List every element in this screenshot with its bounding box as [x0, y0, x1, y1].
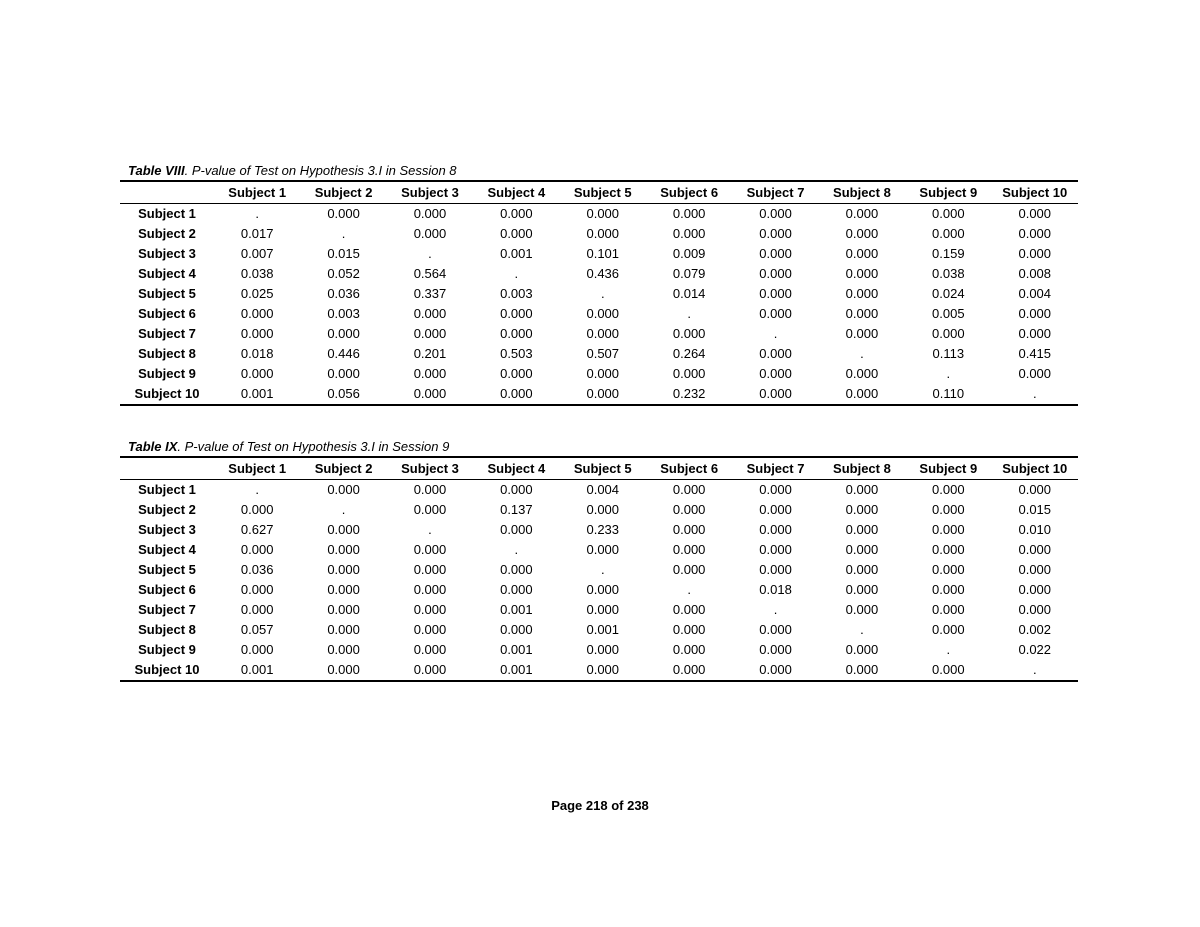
p-value-cell: 0.008	[1018, 266, 1052, 281]
p-value-cell: 0.000	[500, 206, 533, 221]
column-header: Subject 1	[214, 457, 300, 480]
p-value-cell: 0.001	[500, 642, 533, 657]
table-row	[120, 520, 1078, 540]
p-value-cell: 0.000	[845, 206, 879, 221]
row-header: Subject 9	[138, 642, 196, 657]
p-value-cell: 0.000	[413, 582, 447, 597]
p-value-cell: 0.000	[1018, 602, 1052, 617]
p-value-cell: 0.000	[845, 366, 879, 381]
p-value-table	[120, 180, 1078, 406]
column-header: Subject 3	[387, 457, 473, 480]
p-value-cell: 0.000	[327, 662, 360, 677]
p-value-cell: 0.000	[672, 226, 706, 241]
row-header: Subject 3	[138, 522, 196, 537]
p-value-cell: 0.000	[672, 482, 706, 497]
p-value-cell: 0.001	[500, 662, 533, 677]
p-value-cell: 0.000	[240, 602, 274, 617]
table-row	[120, 344, 1078, 364]
p-value-cell: .	[1032, 662, 1037, 677]
p-value-cell: 0.000	[413, 226, 447, 241]
p-value-cell: 0.001	[500, 602, 533, 617]
p-value-cell: 0.137	[500, 502, 533, 517]
p-value-cell: 0.000	[932, 522, 965, 537]
column-header: Subject 6	[646, 457, 732, 480]
p-value-cell: 0.233	[586, 522, 620, 537]
column-header: Subject 10	[992, 181, 1078, 204]
p-value-cell: 0.507	[586, 346, 620, 361]
p-value-cell: .	[514, 266, 519, 281]
p-value-cell: 0.022	[1018, 642, 1052, 657]
table-row	[120, 264, 1078, 284]
p-value-cell: 0.000	[586, 502, 620, 517]
table-row	[120, 284, 1078, 304]
p-value-cell: 0.000	[672, 642, 706, 657]
p-value-cell: 0.000	[500, 226, 533, 241]
p-value-cell: 0.000	[500, 366, 533, 381]
p-value-cell: .	[255, 206, 259, 221]
p-value-cell: 0.001	[500, 246, 533, 261]
row-header: Subject 1	[138, 206, 196, 221]
p-value-cell: 0.000	[500, 522, 533, 537]
p-value-cell: 0.000	[759, 562, 792, 577]
p-value-cell: 0.000	[1018, 482, 1052, 497]
p-value-cell: 0.000	[1018, 582, 1052, 597]
column-header: Subject 9	[905, 181, 991, 204]
p-value-cell: 0.000	[327, 206, 360, 221]
table-row	[120, 660, 1078, 681]
row-header: Subject 8	[138, 346, 196, 361]
table-row	[120, 620, 1078, 640]
table-row	[120, 640, 1078, 660]
p-value-cell: 0.000	[327, 642, 360, 657]
p-value-cell: 0.000	[845, 326, 879, 341]
p-value-cell: 0.000	[932, 562, 965, 577]
p-value-cell: 0.000	[932, 226, 965, 241]
column-header: Subject 2	[300, 181, 386, 204]
p-value-cell: .	[860, 346, 864, 361]
p-value-cell: 0.005	[932, 306, 965, 321]
p-value-cell: 0.000	[500, 482, 533, 497]
p-value-cell: 0.000	[413, 662, 447, 677]
p-value-cell: 0.564	[413, 266, 447, 281]
table-row	[120, 580, 1078, 600]
p-value-cell: 0.018	[759, 582, 792, 597]
p-value-cell: 0.000	[845, 482, 879, 497]
p-value-cell: 0.000	[500, 562, 533, 577]
p-value-cell: 0.000	[672, 662, 706, 677]
p-value-cell: 0.000	[413, 326, 447, 341]
p-value-cell: 0.000	[932, 542, 965, 557]
p-value-cell: 0.000	[845, 582, 879, 597]
p-value-cell: 0.000	[672, 502, 706, 517]
row-header: Subject 3	[138, 246, 196, 261]
p-value-cell: 0.000	[759, 206, 792, 221]
p-value-cell: 0.000	[413, 386, 447, 401]
p-value-cell: 0.010	[1018, 522, 1052, 537]
p-value-cell: 0.000	[845, 562, 879, 577]
table-caption-label: Table IX	[128, 439, 178, 454]
table-row	[120, 384, 1078, 405]
p-value-cell: 0.018	[240, 346, 274, 361]
p-value-cell: 0.000	[327, 582, 360, 597]
p-value-cell: 0.000	[932, 502, 965, 517]
table-header-row	[120, 457, 1078, 480]
p-value-cell: 0.000	[759, 386, 792, 401]
table-caption-text: . P-value of Test on Hypothesis 3.I in Session 9	[177, 439, 450, 454]
p-value-cell: 0.000	[759, 482, 792, 497]
p-value-cell: 0.113	[932, 346, 965, 361]
row-header: Subject 2	[138, 226, 196, 241]
p-value-cell: 0.000	[240, 542, 274, 557]
row-header: Subject 9	[138, 366, 196, 381]
p-value-cell: 0.000	[932, 482, 965, 497]
p-value-cell: 0.000	[240, 306, 274, 321]
p-value-cell: 0.000	[413, 642, 447, 657]
p-value-cell: 0.000	[413, 502, 447, 517]
column-header: Subject 8	[819, 457, 905, 480]
column-header: Subject 3	[387, 181, 473, 204]
p-value-cell: .	[946, 642, 951, 657]
p-value-cell: 0.004	[586, 482, 620, 497]
p-value-cell: 0.436	[586, 266, 620, 281]
p-value-cell: 0.000	[845, 542, 879, 557]
p-value-cell: 0.014	[672, 286, 706, 301]
p-value-cell: 0.000	[327, 542, 360, 557]
p-value-cell: 0.036	[240, 562, 274, 577]
p-value-cell: 0.000	[586, 542, 620, 557]
p-value-cell: 0.000	[759, 306, 792, 321]
column-header: Subject 10	[992, 457, 1078, 480]
p-value-cell: 0.000	[759, 346, 792, 361]
p-value-cell: .	[428, 522, 432, 537]
row-header: Subject 4	[138, 542, 196, 557]
p-value-cell: 0.000	[500, 326, 533, 341]
column-header: Subject 8	[819, 181, 905, 204]
corner-cell	[120, 457, 214, 480]
p-value-cell: 0.000	[327, 622, 360, 637]
p-value-cell: 0.000	[500, 386, 533, 401]
p-value-cell: 0.000	[672, 562, 706, 577]
p-value-cell: .	[773, 326, 778, 341]
p-value-cell: 0.415	[1018, 346, 1052, 361]
table-caption	[120, 162, 1078, 180]
p-value-cell: .	[946, 366, 951, 381]
p-value-cell: 0.000	[845, 502, 879, 517]
p-value-cell: 0.101	[586, 246, 620, 261]
p-value-cell: 0.000	[500, 622, 533, 637]
p-value-cell: 0.000	[845, 522, 879, 537]
p-value-cell: 0.000	[327, 482, 360, 497]
p-value-cell: 0.000	[586, 602, 620, 617]
p-value-cell: 0.000	[413, 366, 447, 381]
p-value-cell: 0.001	[586, 622, 620, 637]
table-caption	[120, 438, 1078, 456]
p-value-cell: 0.000	[932, 582, 965, 597]
table-row	[120, 224, 1078, 244]
p-value-cell: 0.015	[327, 246, 360, 261]
p-value-cell: 0.000	[932, 622, 965, 637]
row-header: Subject 5	[138, 562, 196, 577]
p-value-cell: .	[687, 306, 691, 321]
p-value-cell: 0.000	[845, 662, 879, 677]
p-value-cell: 0.000	[672, 206, 706, 221]
p-value-cell: 0.000	[759, 642, 792, 657]
p-value-cell: 0.000	[586, 206, 620, 221]
p-value-cell: 0.000	[413, 306, 447, 321]
p-value-cell: 0.052	[327, 266, 360, 281]
p-value-cell: 0.000	[759, 542, 792, 557]
p-value-cell: 0.000	[586, 642, 620, 657]
p-value-cell: 0.000	[240, 326, 274, 341]
p-value-cell: 0.000	[932, 662, 965, 677]
p-value-cell: 0.003	[500, 286, 533, 301]
p-value-cell: .	[860, 622, 864, 637]
table-row	[120, 304, 1078, 324]
p-value-cell: 0.025	[240, 286, 274, 301]
p-value-cell: 0.264	[672, 346, 706, 361]
p-value-cell: 0.000	[1018, 326, 1052, 341]
p-value-cell: 0.000	[1018, 226, 1052, 241]
column-header: Subject 5	[560, 457, 646, 480]
p-value-cell: 0.017	[240, 226, 274, 241]
p-value-cell: 0.009	[672, 246, 706, 261]
p-value-cell: .	[600, 286, 605, 301]
p-value-cell: 0.000	[759, 266, 792, 281]
table-row	[120, 324, 1078, 344]
p-value-cell: 0.446	[327, 346, 360, 361]
table-row	[120, 364, 1078, 384]
p-value-cell: 0.000	[1018, 542, 1052, 557]
p-value-cell: .	[341, 502, 346, 517]
table-row	[120, 560, 1078, 580]
table-row	[120, 600, 1078, 620]
p-value-cell: 0.000	[240, 582, 274, 597]
p-value-cell: 0.000	[672, 622, 706, 637]
p-value-cell: 0.000	[240, 366, 274, 381]
p-value-cell: 0.000	[1018, 562, 1052, 577]
row-header: Subject 7	[138, 602, 196, 617]
column-header: Subject 4	[473, 457, 559, 480]
p-value-cell: 0.004	[1018, 286, 1052, 301]
p-value-cell: 0.232	[672, 386, 706, 401]
p-value-cell: 0.001	[240, 386, 274, 401]
p-value-cell: 0.038	[240, 266, 274, 281]
p-value-cell: 0.000	[240, 642, 274, 657]
p-value-cell: 0.001	[240, 662, 274, 677]
p-value-cell: 0.000	[500, 582, 533, 597]
p-value-cell: 0.000	[759, 286, 792, 301]
column-header: Subject 7	[732, 457, 818, 480]
p-value-cell: 0.038	[932, 266, 965, 281]
p-value-cell: .	[341, 226, 346, 241]
p-value-cell: 0.000	[586, 582, 620, 597]
p-value-cell: 0.000	[845, 246, 879, 261]
p-value-cell: 0.056	[327, 386, 360, 401]
p-value-cell: 0.079	[672, 266, 706, 281]
table-header-row	[120, 181, 1078, 204]
table-ix-block	[120, 438, 1078, 682]
p-value-cell: 0.057	[240, 622, 274, 637]
p-value-cell: 0.000	[672, 366, 706, 381]
p-value-cell: 0.000	[845, 266, 879, 281]
p-value-cell: 0.627	[240, 522, 274, 537]
column-header: Subject 1	[214, 181, 300, 204]
table-caption-text: . P-value of Test on Hypothesis 3.I in Session 8	[184, 163, 457, 178]
page-number: Page 218 of 238	[551, 798, 649, 813]
p-value-cell: 0.000	[845, 386, 879, 401]
p-value-cell: 0.024	[932, 286, 965, 301]
column-header: Subject 4	[473, 181, 559, 204]
p-value-table	[120, 456, 1078, 682]
p-value-cell: .	[773, 602, 778, 617]
p-value-cell: 0.000	[586, 386, 620, 401]
p-value-cell: 0.000	[413, 622, 447, 637]
p-value-cell: 0.000	[586, 662, 620, 677]
row-header: Subject 10	[134, 662, 200, 677]
p-value-cell: 0.000	[845, 642, 879, 657]
p-value-cell: 0.000	[327, 602, 360, 617]
p-value-cell: 0.000	[845, 286, 879, 301]
p-value-cell: 0.000	[240, 502, 274, 517]
row-header: Subject 8	[138, 622, 196, 637]
p-value-cell: .	[514, 542, 519, 557]
p-value-cell: 0.000	[759, 662, 792, 677]
p-value-cell: .	[687, 582, 691, 597]
p-value-cell: 0.002	[1018, 622, 1052, 637]
p-value-cell: 0.036	[327, 286, 360, 301]
table-viii-block	[120, 162, 1078, 406]
p-value-cell: .	[428, 246, 432, 261]
p-value-cell: 0.000	[672, 326, 706, 341]
p-value-cell: 0.000	[759, 622, 792, 637]
row-header: Subject 6	[138, 582, 196, 597]
p-value-cell: 0.000	[932, 326, 965, 341]
p-value-cell: 0.000	[327, 366, 360, 381]
p-value-cell: 0.000	[932, 602, 965, 617]
p-value-cell: 0.003	[327, 306, 360, 321]
table-caption-label: Table VIII	[128, 163, 185, 178]
row-header: Subject 7	[138, 326, 196, 341]
p-value-cell: 0.000	[759, 226, 792, 241]
p-value-cell: 0.015	[1018, 502, 1052, 517]
p-value-cell: 0.000	[586, 226, 620, 241]
p-value-cell: 0.337	[413, 286, 447, 301]
p-value-cell: 0.000	[413, 562, 447, 577]
row-header: Subject 4	[138, 266, 196, 281]
column-header: Subject 2	[300, 457, 386, 480]
p-value-cell: 0.000	[1018, 246, 1052, 261]
p-value-cell: 0.000	[672, 522, 706, 537]
p-value-cell: 0.000	[1018, 366, 1052, 381]
p-value-cell: 0.000	[413, 602, 447, 617]
p-value-cell: 0.000	[759, 246, 792, 261]
p-value-cell: 0.000	[845, 306, 879, 321]
p-value-cell: 0.159	[932, 246, 965, 261]
p-value-cell: 0.000	[672, 542, 706, 557]
p-value-cell: 0.000	[327, 562, 360, 577]
row-header: Subject 6	[138, 306, 196, 321]
row-header: Subject 10	[134, 386, 200, 401]
p-value-cell: 0.000	[1018, 306, 1052, 321]
p-value-cell: 0.000	[586, 306, 620, 321]
column-header: Subject 7	[732, 181, 818, 204]
row-header: Subject 1	[138, 482, 196, 497]
p-value-cell: 0.000	[327, 326, 360, 341]
table-row	[120, 540, 1078, 560]
p-value-cell: 0.000	[845, 226, 879, 241]
p-value-cell: 0.000	[932, 206, 965, 221]
row-header: Subject 2	[138, 502, 196, 517]
p-value-cell: 0.000	[500, 306, 533, 321]
table-row	[120, 244, 1078, 264]
table-row	[120, 500, 1078, 520]
p-value-cell: 0.000	[586, 326, 620, 341]
p-value-cell: 0.000	[413, 206, 447, 221]
column-header: Subject 9	[905, 457, 991, 480]
table-row	[120, 204, 1078, 225]
p-value-cell: .	[255, 482, 259, 497]
p-value-cell: 0.000	[327, 522, 360, 537]
p-value-cell: .	[600, 562, 605, 577]
corner-cell	[120, 181, 214, 204]
p-value-cell: 0.000	[1018, 206, 1052, 221]
p-value-cell: 0.007	[240, 246, 274, 261]
column-header: Subject 5	[560, 181, 646, 204]
table-row	[120, 480, 1078, 501]
p-value-cell: 0.000	[672, 602, 706, 617]
p-value-cell: 0.000	[413, 482, 447, 497]
p-value-cell: .	[1032, 386, 1037, 401]
p-value-cell: 0.000	[586, 366, 620, 381]
p-value-cell: 0.110	[932, 386, 965, 401]
p-value-cell: 0.000	[413, 542, 447, 557]
p-value-cell: 0.000	[759, 366, 792, 381]
p-value-cell: 0.000	[845, 602, 879, 617]
p-value-cell: 0.503	[500, 346, 533, 361]
p-value-cell: 0.000	[759, 502, 792, 517]
column-header: Subject 6	[646, 181, 732, 204]
p-value-cell: 0.201	[413, 346, 447, 361]
row-header: Subject 5	[138, 286, 196, 301]
p-value-cell: 0.000	[759, 522, 792, 537]
